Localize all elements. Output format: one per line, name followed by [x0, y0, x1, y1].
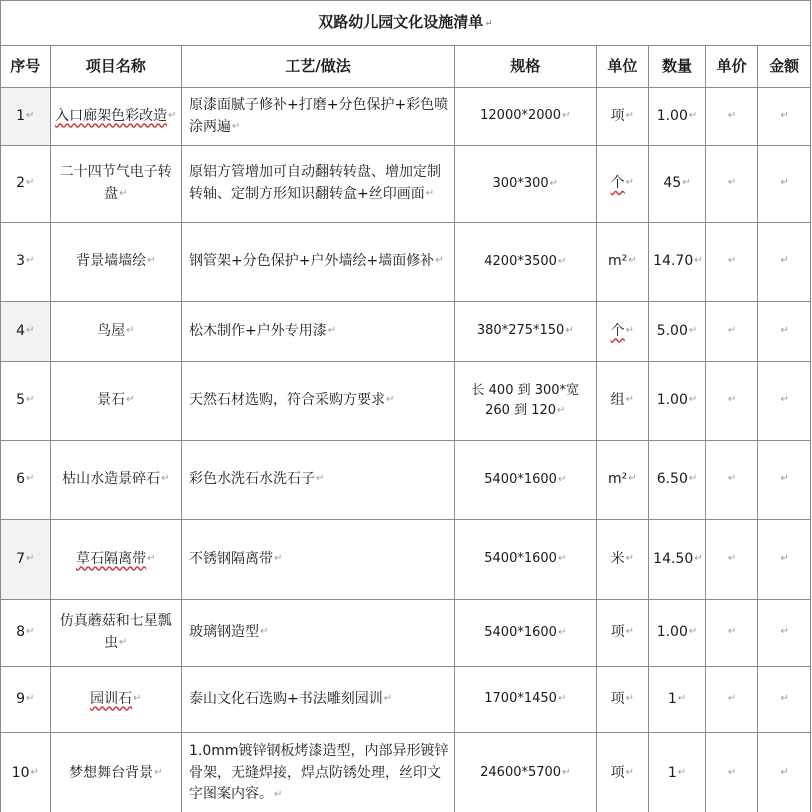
cell-name: 背景墙墙绘↵ — [50, 223, 181, 302]
col-header-spec: 规格 — [455, 46, 597, 88]
cell-price: ↵ — [705, 441, 758, 520]
table-title: 双路幼儿园文化设施清单↵ — [1, 1, 811, 46]
cell-amount: ↵ — [758, 223, 811, 302]
cell-qty: 1.00↵ — [649, 362, 706, 441]
cell-spec: 1700*1450↵ — [455, 667, 597, 733]
cell-name: 园训石↵ — [50, 667, 181, 733]
cell-spec: 24600*5700↵ — [455, 733, 597, 812]
cell-unit: 项↵ — [596, 88, 649, 146]
col-header-process: 工艺/做法 — [182, 46, 455, 88]
cell-spec: 300*300↵ — [455, 146, 597, 223]
cell-price: ↵ — [705, 600, 758, 667]
cell-qty: 1↵ — [649, 733, 706, 812]
cell-index: 2↵ — [1, 146, 51, 223]
cell-process: 彩色水洗石水洗石子↵ — [182, 441, 455, 520]
table-row — [1, 88, 811, 146]
cell-unit: 项↵ — [596, 600, 649, 667]
cell-unit: 个↵ — [596, 146, 649, 223]
cell-name: 景石↵ — [50, 362, 181, 441]
cell-unit: 项↵ — [596, 733, 649, 812]
cell-name: 鸟屋↵ — [50, 302, 181, 362]
table-row — [1, 441, 811, 520]
table-row — [1, 146, 811, 223]
cell-spec: 4200*3500↵ — [455, 223, 597, 302]
cell-amount: ↵ — [758, 88, 811, 146]
cell-unit: m²↵ — [596, 441, 649, 520]
cell-qty: 14.50↵ — [649, 520, 706, 600]
cell-price: ↵ — [705, 520, 758, 600]
cell-name: 入口廊架色彩改造↵ — [50, 88, 181, 146]
cell-price: ↵ — [705, 88, 758, 146]
cell-process: 不锈钢隔离带↵ — [182, 520, 455, 600]
cell-index: 10↵ — [1, 733, 51, 812]
cell-index: 3↵ — [1, 223, 51, 302]
cell-qty: 14.70↵ — [649, 223, 706, 302]
cell-index: 7↵ — [1, 520, 51, 600]
cell-qty: 1↵ — [649, 667, 706, 733]
cell-amount: ↵ — [758, 362, 811, 441]
cell-process: 1.0mm镀锌钢板烤漆造型，内部异形镀锌骨架，无缝焊接，焊点防锈处理，丝印文字图案内容。↵ — [182, 733, 455, 812]
cell-price: ↵ — [705, 223, 758, 302]
cell-spec: 5400*1600↵ — [455, 600, 597, 667]
cell-price: ↵ — [705, 362, 758, 441]
cell-spec: 长 400 到 300*宽 260 到 120↵ — [455, 362, 597, 441]
cell-amount: ↵ — [758, 302, 811, 362]
col-header-qty: 数量 — [649, 46, 706, 88]
cell-spec: 5400*1600↵ — [455, 441, 597, 520]
table-row — [1, 362, 811, 441]
cell-process: 钢管架+分色保护+户外墙绘+墙面修补↵ — [182, 223, 455, 302]
table-row — [1, 600, 811, 667]
cell-spec: 380*275*150↵ — [455, 302, 597, 362]
col-header-index: 序号 — [1, 46, 51, 88]
cell-name: 草石隔离带↵ — [50, 520, 181, 600]
col-header-price: 单价 — [705, 46, 758, 88]
col-header-name: 项目名称 — [50, 46, 181, 88]
table-row — [1, 302, 811, 362]
cell-amount: ↵ — [758, 600, 811, 667]
cell-index: 8↵ — [1, 600, 51, 667]
cell-qty: 1.00↵ — [649, 600, 706, 667]
cell-unit: m²↵ — [596, 223, 649, 302]
table-header-row — [1, 46, 811, 88]
cell-process: 原漆面腻子修补+打磨+分色保护+彩色喷涂两遍↵ — [182, 88, 455, 146]
cell-amount: ↵ — [758, 667, 811, 733]
cell-qty: 45↵ — [649, 146, 706, 223]
cell-amount: ↵ — [758, 441, 811, 520]
table-row — [1, 667, 811, 733]
cell-amount: ↵ — [758, 146, 811, 223]
table-row — [1, 223, 811, 302]
cell-amount: ↵ — [758, 520, 811, 600]
cell-spec: 5400*1600↵ — [455, 520, 597, 600]
cell-qty: 5.00↵ — [649, 302, 706, 362]
cell-name: 仿真蘑菇和七星瓢虫↵ — [50, 600, 181, 667]
cell-index: 5↵ — [1, 362, 51, 441]
cell-process: 天然石材选购，符合采购方要求↵ — [182, 362, 455, 441]
col-header-amount: 金额 — [758, 46, 811, 88]
cell-price: ↵ — [705, 146, 758, 223]
cell-unit: 组↵ — [596, 362, 649, 441]
col-header-unit: 单位 — [596, 46, 649, 88]
cell-index: 4↵ — [1, 302, 51, 362]
cell-index: 6↵ — [1, 441, 51, 520]
table-row — [1, 520, 811, 600]
cell-unit: 项↵ — [596, 667, 649, 733]
cell-qty: 6.50↵ — [649, 441, 706, 520]
cell-name: 二十四节气电子转盘↵ — [50, 146, 181, 223]
cell-qty: 1.00↵ — [649, 88, 706, 146]
cell-price: ↵ — [705, 667, 758, 733]
cell-index: 1↵ — [1, 88, 51, 146]
table-row — [1, 733, 811, 812]
cell-name: 梦想舞台背景↵ — [50, 733, 181, 812]
cell-name: 枯山水造景碎石↵ — [50, 441, 181, 520]
cell-price: ↵ — [705, 302, 758, 362]
cell-process: 原铝方管增加可自动翻转转盘、增加定制转轴、定制方形知识翻转盒+丝印画面↵ — [182, 146, 455, 223]
cell-price: ↵ — [705, 733, 758, 812]
cell-process: 玻璃钢造型↵ — [182, 600, 455, 667]
cell-unit: 米↵ — [596, 520, 649, 600]
cell-amount: ↵ — [758, 733, 811, 812]
cell-index: 9↵ — [1, 667, 51, 733]
cell-process: 泰山文化石选购+书法雕刻园训↵ — [182, 667, 455, 733]
cell-spec: 12000*2000↵ — [455, 88, 597, 146]
cell-unit: 个↵ — [596, 302, 649, 362]
cell-process: 松木制作+户外专用漆↵ — [182, 302, 455, 362]
